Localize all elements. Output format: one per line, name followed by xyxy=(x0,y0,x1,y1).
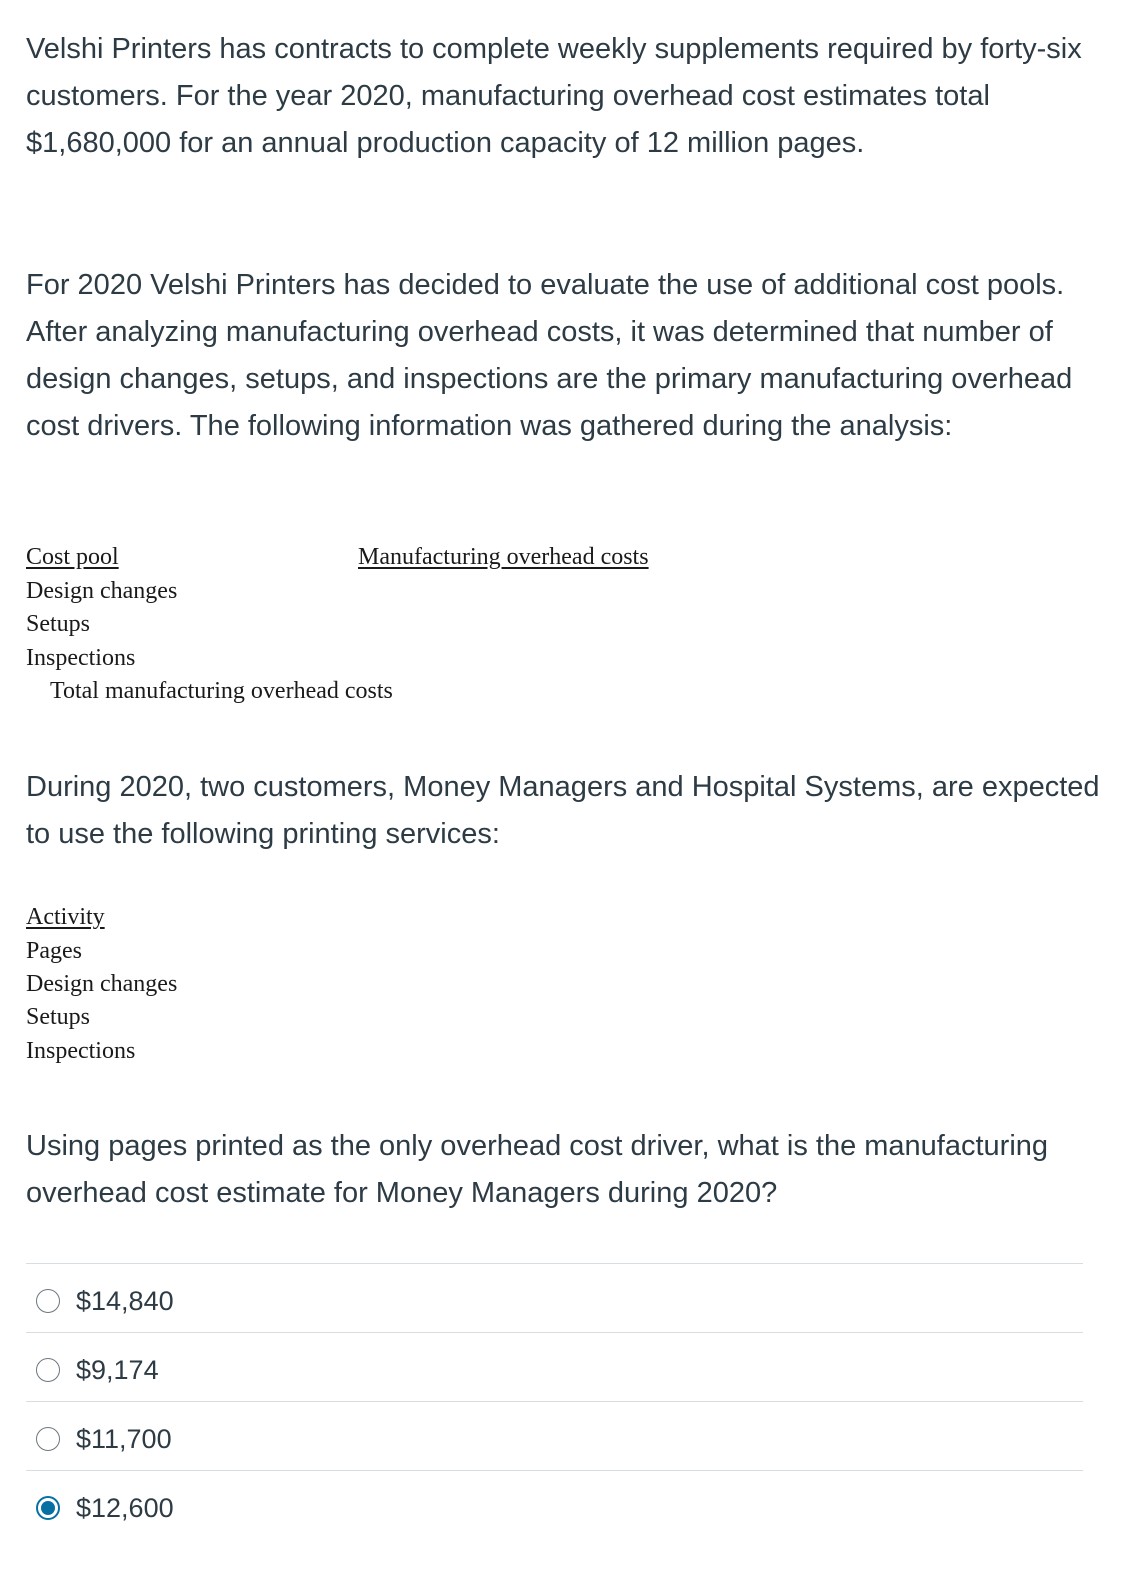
radio-button[interactable] xyxy=(36,1427,60,1451)
overhead-costs-header: Manufacturing overhead costs xyxy=(358,544,649,570)
cost-pool-header: Cost pool xyxy=(26,544,119,570)
question-text: Using pages printed as the only overhead cost driver, what is the manufacturing overhead cost estimate for Money Managers during 2020? xyxy=(26,1130,1049,1209)
usage-row-label: Pages xyxy=(26,938,82,964)
usage-row-label: Setups xyxy=(26,1004,91,1030)
answer-option[interactable] xyxy=(26,1263,1083,1332)
intro-paragraph-1: Velshi Printers has contracts to complete weekly supplements required by forty-six customers. For the year 2020, manufacturing overhead cost estimates total $1,680,000 for an annual production capacity of 12 million pages. xyxy=(26,33,1082,159)
cost-pool-row-label: Setups xyxy=(26,611,91,637)
cost-pool-row-label: Design changes xyxy=(26,578,178,604)
answer-options xyxy=(26,1263,1083,1539)
radio-button[interactable] xyxy=(36,1358,60,1382)
answer-option[interactable] xyxy=(26,1401,1083,1470)
answer-option-selected[interactable] xyxy=(26,1470,1083,1539)
usage-row-label: Inspections xyxy=(26,1038,136,1064)
answer-option-label: $12,600 xyxy=(76,1493,174,1523)
answer-option-label: $9,174 xyxy=(76,1355,159,1385)
answer-option-label: $11,700 xyxy=(76,1424,172,1454)
radio-button[interactable] xyxy=(36,1289,60,1313)
intro-paragraph-2: For 2020 Velshi Printers has decided to evaluate the use of additional cost pools. After analyzing manufacturing overhead costs, it was determined that number of design changes, setups, and inspections are the primary manufacturing overhead cost drivers. The following information was gathered during the analysis: xyxy=(26,269,1073,442)
answer-option[interactable] xyxy=(26,1332,1083,1401)
total-overhead-label: Total manufacturing overhead costs xyxy=(50,678,393,704)
usage-row-label: Design changes xyxy=(26,971,178,997)
activity-header: Activity xyxy=(26,904,105,930)
radio-button-selected[interactable] xyxy=(36,1496,60,1520)
answer-option-label: $14,840 xyxy=(76,1286,174,1316)
cost-pool-row-label: Inspections xyxy=(26,645,136,671)
usage-paragraph: During 2020, two customers, Money Managers and Hospital Systems, are expected to use the following printing services: xyxy=(26,771,1100,850)
